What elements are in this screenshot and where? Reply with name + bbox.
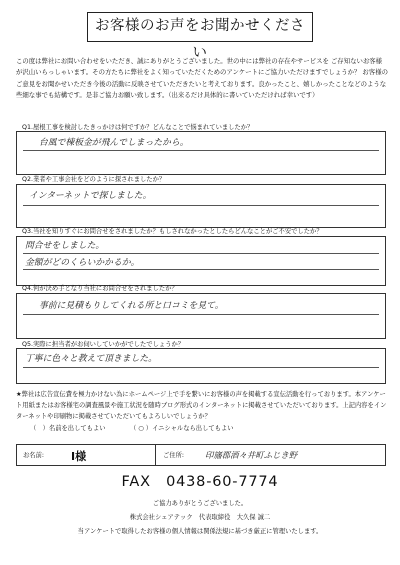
answer-line	[23, 367, 379, 368]
question-3-answer-box	[16, 236, 386, 286]
address-value: 印旛郡酒々井町ふじき野	[205, 450, 298, 460]
question-3-answer-line-1: 問合せをしました。	[25, 241, 105, 251]
question-4-answer-box	[16, 293, 386, 339]
answer-line	[23, 269, 379, 270]
answer-line	[23, 150, 379, 151]
question-5-label: Q5.実際に担当者がお伺いしていかがでしたでしょうか？	[22, 341, 185, 348]
question-3-label: Q3.当社を知りすぐにお問合せをされましたか？もしされなかったとしたらどんなことがご不安でしたか？	[22, 228, 323, 235]
question-2-answer-box	[16, 184, 386, 228]
question-2-answer: インターネットで探しました。	[29, 191, 152, 201]
answer-line	[23, 205, 379, 206]
page-title: お客様のお声をお聞かせください	[87, 12, 313, 42]
thanks-text: ご協力ありがとうございました。	[152, 500, 248, 507]
privacy-notice: 当アンケートで取得したお客様の個人情報は関係法規に基づき厳正に管理いたします。	[77, 528, 323, 535]
answer-line	[23, 253, 379, 254]
publication-notice: ★弊社は広告宣伝費を極力かけない為にホームページ上で手を繋いにお客様の声を掲載する宣伝活動を行っております。本アンケート用紙またはお客様宅の調査風景や施工状況を随時ブログ形式のインターネットに掲載させていただいております。上記内容をインターネットや印刷物に掲載させていただいてもよろしいでしょうか？	[16, 391, 387, 421]
company-signature: 株式会社シェアテック 代表取締役 大久保 誠二	[129, 514, 271, 521]
fax-number: FAX 0438-60-7774	[121, 474, 279, 490]
answer-line	[23, 314, 379, 315]
question-1-answer: 台風で棟板金が飛んでしまったから。	[39, 138, 189, 148]
option-initials[interactable]: （ ○ ）イニシャルなら出してもよい	[130, 425, 234, 432]
customer-info-row	[16, 444, 386, 466]
intro-text: この度は弊社にお問い合わせをいただき、誠にありがとうございました。世の中には弊社の存在やサービスを ご存知ないお客様が沢山いらっしゃいます。その方たちに弊社をよく知っていただくためのアンケートにご協力いただけますでしょうか？ お客様のご意見をお聞かせいただき今後の活動に反映させていただきたいと考えております。良かったこと、嬉しかったことなどのような些細な事でも結構です。是非ご協力お願い致します。（出来るだけ具体的に書いていただければ幸いです）	[16, 57, 388, 100]
question-5-answer-box	[16, 348, 386, 384]
question-2-label: Q2.業者や工事会社をどのように探されましたか？	[22, 176, 166, 183]
question-5-answer: 丁寧に色々と教えて頂きました。	[25, 354, 157, 364]
address-label: ご住所:	[163, 452, 185, 459]
question-3-answer-line-2: 金額がどのくらいかかるか。	[25, 258, 140, 268]
divider	[155, 445, 156, 465]
question-4-answer: 事前に見積もりしてくれる所と口コミを見て。	[39, 301, 224, 311]
question-1-label: Q1.屋根工事を検討したきっかけは何ですか？どんなことで悩まれていましたか？	[22, 124, 254, 131]
option-full-name[interactable]: （ ）名前を出してもよい	[30, 425, 106, 432]
question-4-label: Q4.何が決め手となり当社にお問合せをされましたか？	[22, 285, 178, 292]
question-1-answer-box	[16, 131, 386, 175]
name-value: I様	[71, 450, 87, 463]
name-label: お名前:	[23, 452, 45, 459]
